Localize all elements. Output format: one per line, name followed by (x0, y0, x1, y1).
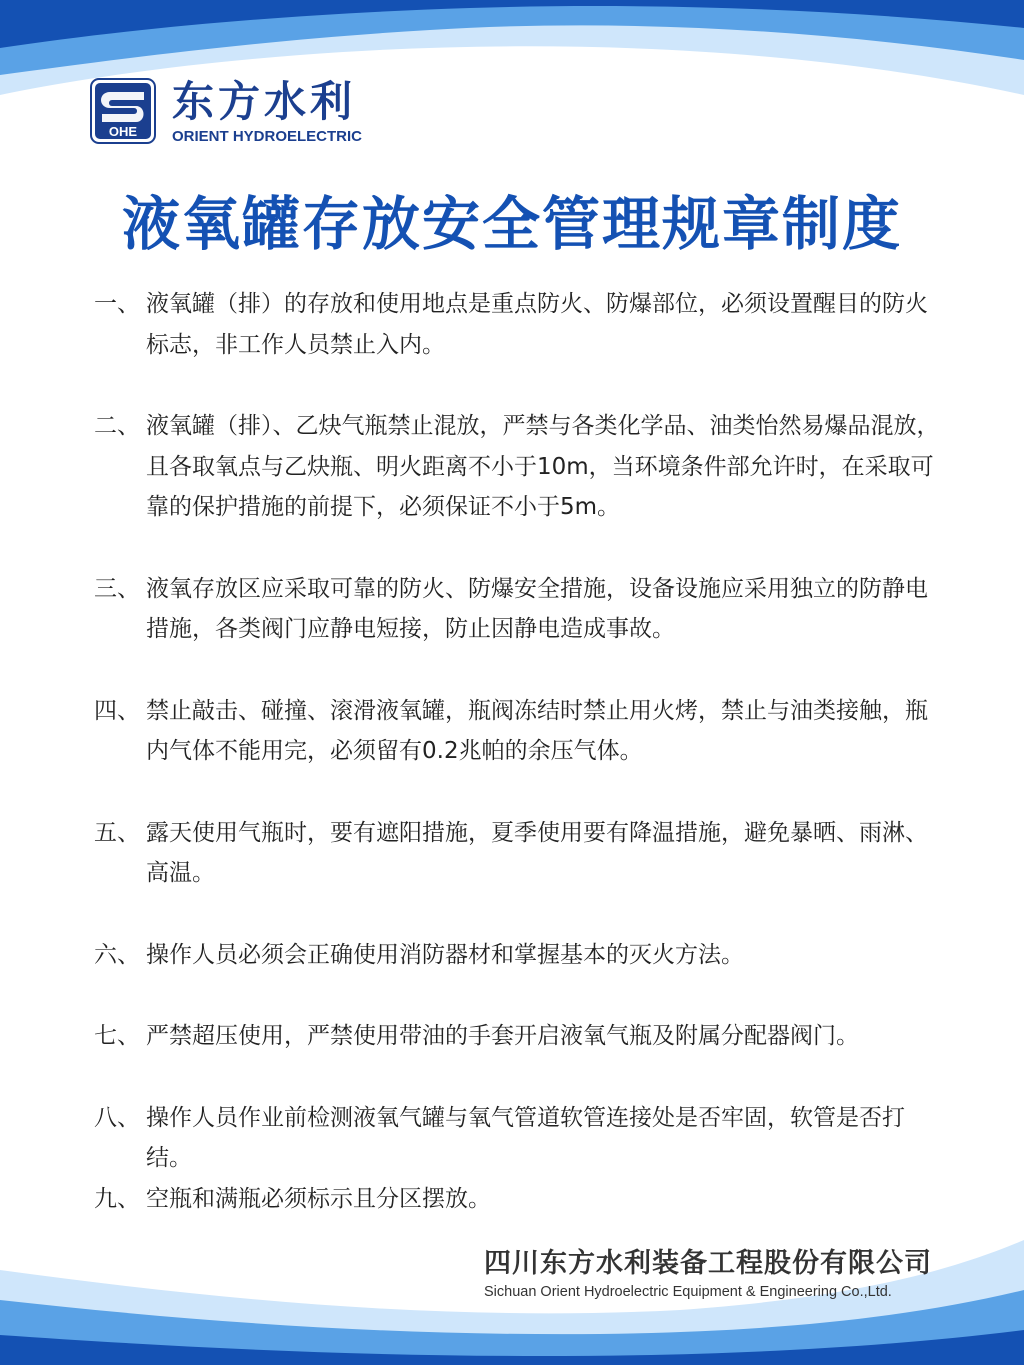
rule-item (94, 284, 944, 365)
logo-name-en: ORIENT HYDROELECTRIC (172, 128, 363, 145)
rule-item (94, 1179, 944, 1220)
company-name-en: Sichuan Orient Hydroelectric Equipment & Engineering Co.,Ltd. (484, 1284, 892, 1300)
rule-text: 严禁超压使用，严禁使用带油的手套开启液氧气瓶及附属分配器阀门。 (146, 1023, 859, 1049)
company-footer (484, 1246, 932, 1302)
company-name-cn: 四川东方水利装备工程股份有限公司 (484, 1248, 932, 1279)
rule-item (94, 813, 944, 894)
rule-text: 空瓶和满瓶必须标示且分区摆放。 (146, 1185, 491, 1212)
ohe-logo-icon (90, 78, 156, 144)
rules-list (94, 284, 944, 1219)
rule-number: 五、 (94, 819, 140, 846)
rule-item (94, 1016, 944, 1057)
svg-text:OHE: OHE (108, 124, 138, 139)
rule-number: 八、 (94, 1104, 140, 1131)
rule-text: 液氧存放区应采取可靠的防火、防爆安全措施，设备设施应采用独立的防静电措施，各类阀门应静电短接，防止因静电造成事故。 (146, 575, 928, 642)
rule-text: 露天使用气瓶时，要有遮阳措施，夏季使用要有降温措施，避免暴晒、雨淋、高温。 (146, 819, 928, 886)
rule-number: 一、 (94, 291, 140, 317)
rule-text: 禁止敲击、碰撞、滚滑液氧罐，瓶阀冻结时禁止用火烤，禁止与油类接触，瓶内气体不能用完，必须留有0.2兆帕的余压气体。 (146, 697, 928, 764)
rule-item (94, 406, 944, 528)
rule-item (94, 569, 944, 650)
company-logo (90, 78, 390, 150)
rule-text: 操作人员必须会正确使用消防器材和掌握基本的灭火方法。 (146, 941, 744, 968)
rule-number: 九、 (94, 1185, 140, 1212)
page-title: 液氧罐存放安全管理规章制度 (121, 190, 902, 258)
rule-text: 液氧罐（排）、乙炔气瓶禁止混放，严禁与各类化学品、油类怡然易爆品混放，且各取氧点与乙炔瓶、明火距离不小于10m，当环境条件部允许时，在采取可靠的保护措施的前提下，必须保证不小于5m。 (146, 413, 940, 520)
rule-number: 三、 (94, 575, 140, 602)
rule-number: 六、 (94, 941, 140, 968)
rule-item (94, 1098, 944, 1179)
rule-text: 操作人员作业前检测液氧气罐与氧气管道软管连接处是否牢固，软管是否打结。 (146, 1104, 905, 1171)
rule-number: 七、 (94, 1023, 140, 1049)
logo-name-cn: 东方水利 (172, 77, 357, 126)
rule-number: 四、 (94, 697, 140, 724)
rule-item (94, 691, 944, 772)
rule-text: 液氧罐（排）的存放和使用地点是重点防火、防爆部位，必须设置醒目的防火标志，非工作人员禁止入内。 (146, 291, 928, 358)
rule-number: 二、 (94, 413, 140, 439)
rule-item (94, 935, 944, 976)
